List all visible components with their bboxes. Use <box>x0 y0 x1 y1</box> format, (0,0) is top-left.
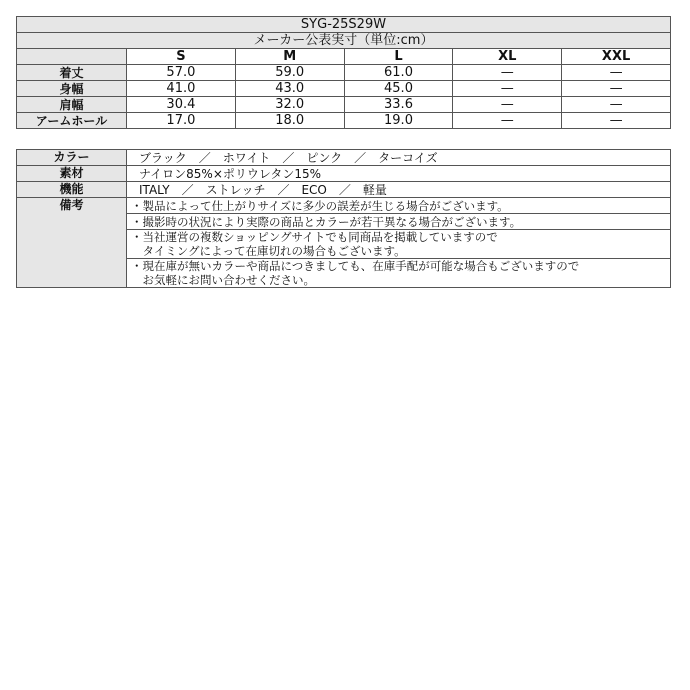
product-info-table <box>16 149 671 288</box>
cell-value: 61.0 <box>344 65 453 81</box>
function-row <box>17 182 671 198</box>
note-text: ・製品によって仕上がりサイズに多少の誤差が生じる場合がございます。 <box>131 198 509 213</box>
row-label: 着丈 <box>17 65 127 81</box>
material-value: ナイロン85%×ポリウレタン15% <box>127 166 671 182</box>
cell-value: 33.6 <box>344 97 453 113</box>
note-text: ・現在庫が無いカラーや商品につきましても、在庫手配が可能な場合もございますので <box>131 259 580 273</box>
cell-value: — <box>562 113 671 129</box>
size-col-s: S <box>127 49 236 65</box>
size-row-shoulder <box>17 97 671 113</box>
size-row-armhole <box>17 113 671 129</box>
note-text: お気軽にお問い合わせください。 <box>131 273 315 287</box>
function-value: ITALY ／ ストレッチ ／ ECO ／ 軽量 <box>127 182 671 198</box>
cell-value: 19.0 <box>344 113 453 129</box>
cell-value: 17.0 <box>127 113 236 129</box>
function-label: 機能 <box>17 182 127 198</box>
cell-value: 59.0 <box>235 65 344 81</box>
size-row-width <box>17 81 671 97</box>
size-table-subtitle: メーカー公表実寸（単位:cm） <box>17 33 671 49</box>
cell-value: — <box>562 81 671 97</box>
size-col-xxl: XXL <box>562 49 671 65</box>
row-label: 肩幅 <box>17 97 127 113</box>
row-label: 身幅 <box>17 81 127 97</box>
note-item <box>127 214 671 230</box>
cell-value: — <box>562 97 671 113</box>
color-label: カラー <box>17 150 127 166</box>
size-col-m: M <box>235 49 344 65</box>
notes-row-1 <box>17 198 671 214</box>
size-col-l: L <box>344 49 453 65</box>
size-row-length <box>17 65 671 81</box>
color-row <box>17 150 671 166</box>
cell-value: 57.0 <box>127 65 236 81</box>
cell-value: 43.0 <box>235 81 344 97</box>
cell-value: — <box>453 97 562 113</box>
cell-value: — <box>453 113 562 129</box>
cell-value: 18.0 <box>235 113 344 129</box>
material-label: 素材 <box>17 166 127 182</box>
note-text: タイミングによって在庫切れの場合もございます。 <box>131 244 406 258</box>
notes-label: 備考 <box>17 198 127 288</box>
row-label: アームホール <box>17 113 127 129</box>
cell-value: 41.0 <box>127 81 236 97</box>
note-item <box>127 230 671 259</box>
cell-value: 30.4 <box>127 97 236 113</box>
note-text: ・撮影時の状況により実際の商品とカラーが若干異なる場合がございます。 <box>131 214 522 229</box>
cell-value: — <box>453 65 562 81</box>
product-code: SYG-25S29W <box>17 17 671 33</box>
size-col-xl: XL <box>453 49 562 65</box>
note-item <box>127 259 671 288</box>
note-item <box>127 198 671 214</box>
note-text: ・当社運営の複数ショッピングサイトでも同商品を掲載していますので <box>131 230 498 244</box>
material-row <box>17 166 671 182</box>
cell-value: — <box>562 65 671 81</box>
cell-value: — <box>453 81 562 97</box>
cell-value: 32.0 <box>235 97 344 113</box>
color-value: ブラック ／ ホワイト ／ ピンク ／ ターコイズ <box>127 150 671 166</box>
size-header-blank <box>17 49 127 65</box>
cell-value: 45.0 <box>344 81 453 97</box>
size-table <box>16 16 671 129</box>
